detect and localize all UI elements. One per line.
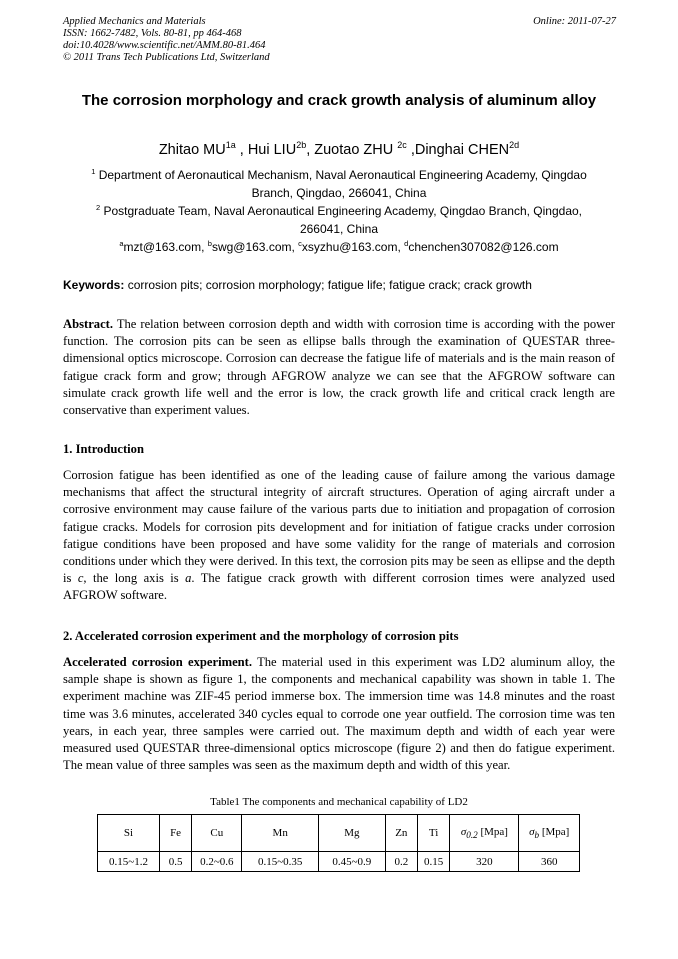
affiliation-text: Department of Aeronautical Mechanism, Naval Aeronautical Engineering Academy, Qingdao xyxy=(98,168,587,182)
affiliation-text: 266041, China xyxy=(299,222,379,236)
email-address: swg@163.com, xyxy=(211,240,299,254)
affiliation-superscript: 2 xyxy=(95,203,101,212)
intro-text: , the long axis is xyxy=(83,571,186,586)
author-name: Zuotao ZHU xyxy=(314,142,394,158)
table-header-cell: Mg xyxy=(318,815,385,852)
sigma-symbol: σ xyxy=(529,825,535,838)
journal-name: Applied Mechanics and Materials xyxy=(63,16,206,27)
experiment-paragraph xyxy=(63,654,615,774)
copyright-line: © 2011 Trans Tech Publications Ltd, Switzerland xyxy=(63,52,270,63)
table-header-cell-sigma-b xyxy=(519,815,580,852)
author-name: Dinghai CHEN xyxy=(414,142,510,158)
author-superscript: 2b xyxy=(296,140,307,150)
table-cell: 320 xyxy=(450,852,519,872)
sigma-subscript: 0.2 xyxy=(466,830,478,841)
table-header-cell: Ti xyxy=(417,815,449,852)
sigma-symbol: σ xyxy=(460,825,467,838)
table-row xyxy=(98,852,580,872)
doi-line: doi:10.4028/www.scientific.net/AMM.80-81.464 xyxy=(63,40,266,51)
author-superscript: 1a xyxy=(225,140,236,150)
table-cell: 360 xyxy=(519,852,580,872)
sigma-subscript: b xyxy=(534,830,540,841)
table-cell: 0.45~0.9 xyxy=(318,852,385,872)
keywords-text: corrosion pits; corrosion morphology; fatigue life; fatigue crack; crack growth xyxy=(127,278,532,292)
table-header-cell: Cu xyxy=(192,815,242,852)
email-superscript: d xyxy=(404,239,409,248)
author-superscript: 2c xyxy=(397,140,407,150)
author-name: Hui LIU xyxy=(247,142,297,158)
intro-text: . The fatigue crack growth with different corrosion times were analyzed used AFGROW software. xyxy=(63,571,615,603)
email-superscript: a xyxy=(119,239,124,248)
experiment-label: Accelerated corrosion experiment. xyxy=(63,655,253,669)
keywords-label: Keywords: xyxy=(63,278,125,292)
table-header-cell: Zn xyxy=(385,815,417,852)
ld2-components-table xyxy=(97,814,580,872)
abstract-label: Abstract. xyxy=(63,317,114,331)
author-name: Zhitao MU xyxy=(158,142,226,158)
variable-c: c xyxy=(77,571,84,586)
section-heading-experiment: 2. Accelerated corrosion experiment and the morphology of corrosion pits xyxy=(63,629,459,643)
table-cell: 0.15~0.35 xyxy=(242,852,319,872)
abstract-text: The relation between corrosion depth and width with corrosion time is according with the power function. The corrosion pits can be seen as ellipse balls through the examination of QUESTAR three-dimensional optics microscope. Corrosion can decrease the fatigue life of materials and is the main reason of fatigue crack form and grow; through AFGROW analyze we can see that the AFGROW software can simulate crack growth life well and the error is low, the crack growth life and critical crack length are conservative than experiment values. xyxy=(63,317,615,418)
affiliation-1 xyxy=(60,166,618,202)
email-address: mzt@163.com, xyxy=(123,240,208,254)
abstract-paragraph xyxy=(63,316,615,419)
experiment-text: The material used in this experiment was LD2 aluminum alloy, the sample shape is shown as figure 1, the components and mechanical capability was shown in table 1. The experiment machine was ZIF-45 period immerse box. The immersion time was 14.8 minutes and the roast time was 3.6 minutes, accelerated 340 cycles equal to corrode one year outfield. The corrosion time was ten years, in each year, three samples were carried out. The maximum depth and width of each year were measured used QUESTAR three-dimensional optics microscope (figure 2) and then do fatigue experiment. The mean value of three samples was seen as the maximum depth and width of this year. xyxy=(63,655,615,773)
author-list: Zhitao $MU^{1a}$ , Hui $LIU^{2b}$, Zuotao ZHU $^{2c}$ ,Dinghai $CHEN^{2d}$ xyxy=(158,140,520,158)
table-caption: Table1 The components and mechanical capability of LD2 xyxy=(210,796,468,808)
table-header-cell: Mn xyxy=(242,815,319,852)
table-header-row xyxy=(98,815,580,852)
affiliation-text: Postgraduate Team, Naval Aeronautical Engineering Academy, Qingdao Branch, Qingdao, xyxy=(103,204,583,218)
email-address: xsyzhu@163.com, xyxy=(301,240,405,254)
sigma-unit: [Mpa] xyxy=(477,825,508,838)
intro-text: Corrosion fatigue has been identified as one of the leading cause of failure among the various damage mechanisms that affect the structural integrity of aircraft structures. Operation of aging aircraft under a corrosive environment may cause failure of the various parts due to initiation and propagation of corrosion fatigue cracks. Models for corrosion pits development and for initiation of fatigue cracks under corrosion fatigue conditions have been proposed and have some validity for the range of materials and corrosion conditions under which they were derived. In this text, the corrosion pits may be seen as ellipse and the depth is xyxy=(63,468,615,586)
introduction-paragraph xyxy=(63,467,615,605)
affiliation-2 xyxy=(60,202,618,238)
variable-a: a xyxy=(185,571,192,586)
email-list xyxy=(60,238,618,256)
author-superscript: 2d xyxy=(509,140,520,150)
table-header-cell-sigma-02 xyxy=(450,815,519,852)
section-heading-introduction: 1. Introduction xyxy=(63,442,144,456)
issn-line: ISSN: 1662-7482, Vols. 80-81, pp 464-468 xyxy=(63,28,242,39)
table-cell: 0.15~1.2 xyxy=(98,852,160,872)
table-cell: 0.5 xyxy=(159,852,191,872)
table-header-cell: Si xyxy=(98,815,160,852)
table-cell: 0.2~0.6 xyxy=(192,852,242,872)
sigma-unit: [Mpa] xyxy=(539,825,570,838)
online-date: Online: 2011-07-27 xyxy=(533,16,616,27)
email-superscript: b xyxy=(207,239,212,248)
paper-title: The corrosion morphology and crack growth analysis of aluminum alloy xyxy=(81,92,597,109)
email-address: chenchen307082@126.com xyxy=(408,240,559,254)
journal-header xyxy=(63,16,270,64)
affiliation-text: Branch, Qingdao, 266041, China xyxy=(251,186,427,200)
email-superscript: c xyxy=(298,239,302,248)
affiliation-superscript: 1 xyxy=(91,167,96,176)
table-cell: 0.2 xyxy=(385,852,417,872)
keywords-line xyxy=(63,277,615,293)
table-cell: 0.15 xyxy=(417,852,449,872)
table-header-cell: Fe xyxy=(159,815,191,852)
